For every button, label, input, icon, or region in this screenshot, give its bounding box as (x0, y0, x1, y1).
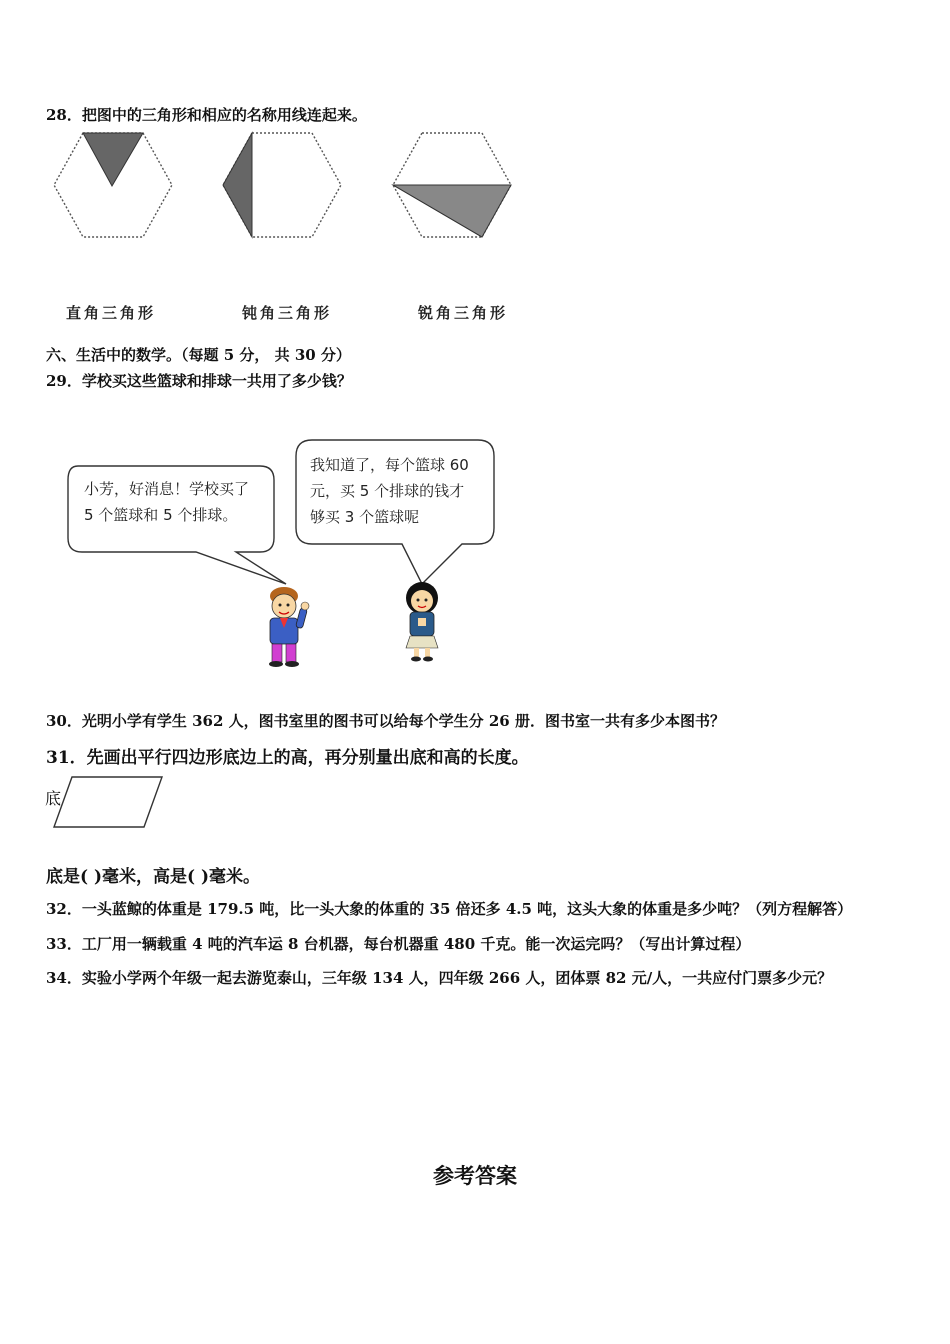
bubble-left-line-2: 5 个篮球和 5 个排球。 (84, 506, 238, 524)
question-32: 32．一头蓝鲸的体重是 179.5 吨，比一头大象的体重的 35 倍还多 4.5 吨，这头大象的体重是多少吨？（列方程解答） (46, 900, 853, 918)
parallelogram-base-label: 底 (45, 789, 62, 808)
bubble-right-line-1: 我知道了，每个篮球 60 (310, 456, 469, 474)
question-29: 29．学校买这些篮球和排球一共用了多少钱？ (46, 372, 352, 390)
answer-section-title: 参考答案 (433, 1164, 517, 1188)
bubble-right-line-3: 够买 3 个篮球呢 (310, 508, 420, 526)
question-30: 30．光明小学有学生 362 人，图书室里的图书可以给每个学生分 26 册．图书室一共有多少本图书？ (46, 712, 725, 730)
boy-illustration (258, 586, 318, 668)
shaded-triangle-2 (223, 133, 252, 237)
question-31: 31．先画出平行四边形底边上的高，再分别量出底和高的长度。 (46, 748, 529, 768)
girl-illustration (396, 580, 448, 662)
parallelogram-figure (50, 774, 166, 830)
bubble-left-line-1: 小芳，好消息！学校买了 (84, 480, 250, 498)
label-acute-triangle: 锐角三角形 (418, 304, 509, 322)
answer-line-31: 底是( )毫米，高是( )毫米。 (46, 867, 261, 887)
question-28: 28．把图中的三角形和相应的名称用线连起来。 (46, 106, 367, 124)
shaded-triangle-1 (83, 133, 143, 186)
question-34: 34．实验小学两个年级一起去游览泰山，三年级 134 人，四年级 266 人，团体票 82 元/人，一共应付门票多少元？ (46, 969, 833, 987)
hexagon-figure-1 (50, 130, 176, 240)
section-6-heading: 六、生活中的数学。（每题 5 分， 共 30 分） (46, 346, 351, 364)
speech-bubble-right (292, 436, 502, 586)
hexagon-figure-2 (219, 130, 345, 240)
question-33: 33．工厂用一辆载重 4 吨的汽车运 8 台机器，每台机器重 480 千克。能一次运完吗？（写出计算过程） (46, 935, 751, 953)
label-right-triangle: 直角三角形 (66, 304, 157, 322)
bubble-right-line-2: 元，买 5 个排球的钱才 (310, 482, 465, 500)
label-obtuse-triangle: 钝角三角形 (242, 304, 333, 322)
speech-bubble-left (64, 460, 294, 590)
shaded-triangle-3 (393, 185, 511, 237)
hexagon-figure-3 (389, 130, 515, 240)
